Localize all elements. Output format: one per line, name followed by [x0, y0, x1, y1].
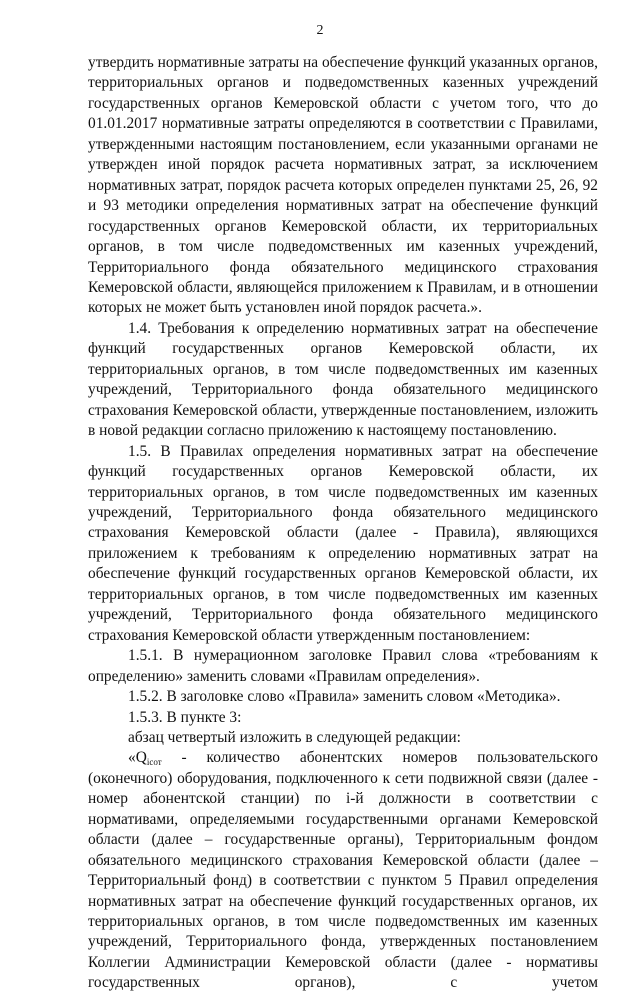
document-body — [88, 53, 598, 994]
formula-subscript-label: сот — [149, 757, 162, 768]
paragraph-1-5-1: 1.5.1. В нумерационном заголовке Правил слова «требованиям к определению» заменить словами «Правилам определения». — [88, 647, 598, 685]
paragraph-1-5-3: 1.5.3. В пункте 3: — [128, 708, 242, 726]
paragraph-1-4: 1.4. Требования к определению нормативных затрат на обеспечение функций государственных органов Кемеровской области, их территориальных органов, в том числе подведомственных им казенных учреждений, Территориального фонда обязательного медицинского страхования Кемеровской области, утвержденные постановлением, изложить в новой редакции согласно приложению к настоящему постановлению. — [88, 319, 598, 440]
formula-symbol: «Q — [128, 749, 147, 767]
formula-definition-text: - количество абонентских номеров пользовательского (оконечного) оборудования, подключенного к сети подвижной связи (далее - номер абонентской станции) по i-й должности в соответствии с нормативами, определяемыми государственными органами Кемеровской области (далее – государственные органы), Территориальным фондом обязательного медицинского страхования Кемеровской области (далее – Территориальный фонд) в соответствии с пунктом 5 Правил определения нормативных затрат на обеспечение функций государственных органов, их территориальных органов, в том числе подведомственных им казенных учреждений, Территориального фонда, утвержденных постановлением Коллегии Администрации Кемеровской области (далее - нормативы государственных органов), с учетом — [88, 749, 598, 992]
paragraph-continuation: утвердить нормативные затраты на обеспечение функций указанных органов, территориальных органов и подведомственных казенных учреждений государственных органов Кемеровской области с учетом того, что до 01.01.2017 нормативные затраты определяются в соответствии с Правилами, утвержденными настоящим постановлением, если указанными органами не утвержден иной порядок расчета нормативных затрат, за исключением нормативных затрат, порядок расчета которых определен пунктами 25, 26, 92 и 93 методики определения нормативных затрат на обеспечение функций государственных органов Кемеровской области, их территориальных органов, в том числе подведомственных им казенных учреждений, Территориального фонда обязательного медицинского страхования Кемеровской области, являющейся приложением к Правилам, и в отношении которых не может быть установлен иной порядок расчета.». — [88, 54, 598, 317]
paragraph-1-5-2: 1.5.2. В заголовке слово «Правила» заменить словом «Методика». — [128, 688, 561, 706]
paragraph-1-5: 1.5. В Правилах определения нормативных затрат на обеспечение функций государственных органов Кемеровской области, их территориальных органов, в том числе подведомственных им казенных учреждений, Территориального фонда обязательного медицинского страхования Кемеровской области (далее - Правила), являющихся приложением к требованиям к определению нормативных затрат на обеспечение функций государственных органов Кемеровской области, их территориальных органов, в том числе подведомственных им казенных учреждений, Территориального фонда обязательного медицинского страхования Кемеровской области утвержденным постановлением: — [88, 442, 598, 644]
paragraph-abzac-intro: абзац четвертый изложить в следующей редакции: — [128, 728, 461, 746]
paragraph-formula-definition — [88, 748, 598, 993]
formula-subscript-index: i — [146, 757, 150, 768]
page-number: 2 — [316, 23, 324, 38]
